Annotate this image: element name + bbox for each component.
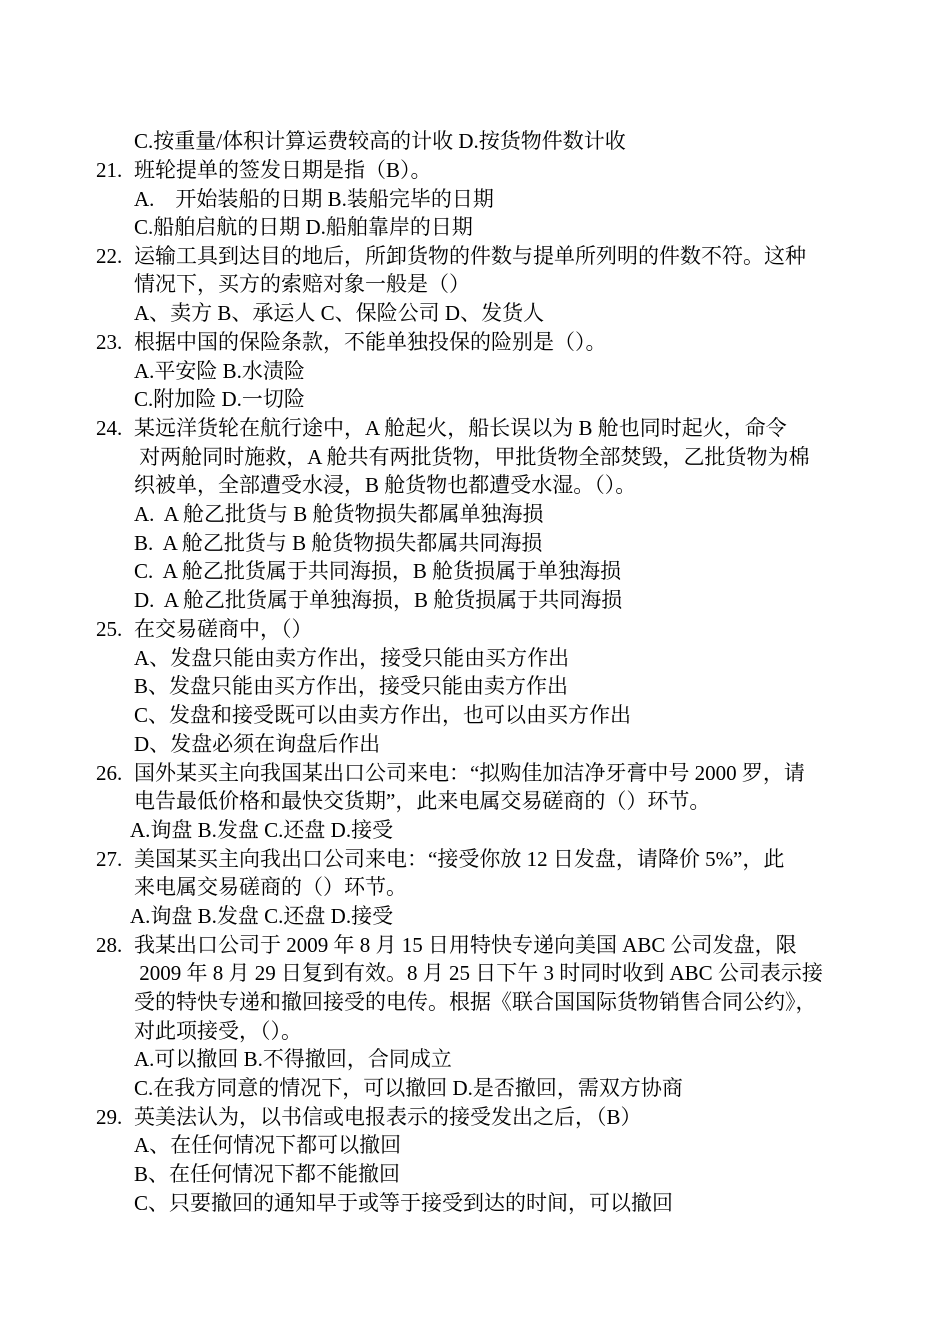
- question-text: 情况下，买方的索赔对象一般是（）: [134, 272, 470, 296]
- question-number: 28.: [96, 933, 123, 957]
- question-text: 英美法认为，以书信或电报表示的接受发出之后，（B）: [134, 1105, 642, 1129]
- option-line: A、卖方 B、承运人 C、保险公司 D、发货人: [134, 301, 545, 325]
- option-line: C.船舶启航的日期 D.船舶靠岸的日期: [134, 215, 473, 239]
- question-text: 某远洋货轮在航行途中，A 舱起火，船长误以为 B 舱也同时起火，命令: [134, 416, 787, 440]
- option-line: A、在任何情况下都可以撤回: [134, 1133, 402, 1157]
- question-number: 22.: [96, 244, 123, 268]
- option-line: C.在我方同意的情况下，可以撤回 D.是否撤回，需双方协商: [134, 1076, 683, 1100]
- question-text: 对两舱同时施救，A 舱共有两批货物，甲批货物全部焚毁，乙批货物为棉: [134, 445, 810, 469]
- question-text: 我某出口公司于 2009 年 8 月 15 日用特快专递向美国 ABC 公司发盘，限: [134, 933, 797, 957]
- option-line: A.询盘 B.发盘 C.还盘 D.接受: [130, 904, 394, 928]
- option-line: B、在任何情况下都不能撤回: [134, 1162, 401, 1186]
- option-line: A、发盘只能由卖方作出，接受只能由买方作出: [134, 646, 570, 670]
- option-line: A.平安险 B.水渍险: [134, 359, 305, 383]
- question-text: 来电属交易磋商的（）环节。: [134, 875, 407, 899]
- question-text: 运输工具到达目的地后，所卸货物的件数与提单所列明的件数不符。这种: [134, 244, 806, 268]
- question-number: 27.: [96, 847, 123, 871]
- option-line: C、只要撤回的通知早于或等于接受到达的时间，可以撤回: [134, 1191, 674, 1215]
- option-line: B. A 舱乙批货与 B 舱货物损失都属共同海损: [134, 531, 543, 555]
- question-text: 对此项接受，（）。: [134, 1019, 302, 1043]
- question-number: 21.: [96, 158, 123, 182]
- question-text: 电告最低价格和最快交货期”，此来电属交易磋商的（）环节。: [134, 789, 711, 813]
- question-number: 29.: [96, 1105, 123, 1129]
- option-line: A. 开始装船的日期 B.装船完毕的日期: [134, 187, 494, 211]
- question-number: 23.: [96, 330, 123, 354]
- option-line: C.按重量/体积计算运费较高的计收 D.按货物件数计收: [134, 129, 626, 153]
- option-line: A.可以撤回 B.不得撤回，合同成立: [134, 1047, 452, 1071]
- option-line: D. A 舱乙批货属于单独海损，B 舱货损属于共同海损: [134, 588, 623, 612]
- question-text: 美国某买主向我出口公司来电：“接受你放 12 日发盘，请降价 5%”，此: [134, 847, 785, 871]
- option-line: B、发盘只能由买方作出，接受只能由卖方作出: [134, 674, 569, 698]
- option-line: C、发盘和接受既可以由卖方作出，也可以由买方作出: [134, 703, 632, 727]
- question-number: 25.: [96, 617, 123, 641]
- option-line: C. A 舱乙批货属于共同海损，B 舱货损属于单独海损: [134, 559, 622, 583]
- question-text: 受的特快专递和撤回接受的电传。根据《联合国国际货物销售合同公约》，: [134, 990, 817, 1014]
- question-number: 26.: [96, 761, 123, 785]
- option-line: D、发盘必须在询盘后作出: [134, 732, 381, 756]
- question-text: 在交易磋商中，（）: [134, 617, 313, 641]
- option-line: C.附加险 D.一切险: [134, 387, 305, 411]
- question-text: 根据中国的保险条款，不能单独投保的险别是（）。: [134, 330, 607, 354]
- question-text: 班轮提单的签发日期是指（B）。: [134, 158, 432, 182]
- question-number: 24.: [96, 416, 123, 440]
- option-line: A. A 舱乙批货与 B 舱货物损失都属单独海损: [134, 502, 544, 526]
- question-text: 2009 年 8 月 29 日复到有效。8 月 25 日下午 3 时同时收到 ABC 公司表示接: [134, 961, 823, 985]
- question-text: 织被单，全部遭受水浸，B 舱货物也都遭受水湿。（）。: [134, 473, 637, 497]
- option-line: A.询盘 B.发盘 C.还盘 D.接受: [130, 818, 394, 842]
- question-text: 国外某买主向我国某出口公司来电：“拟购佳加洁净牙膏中号 2000 罗，请: [134, 761, 805, 785]
